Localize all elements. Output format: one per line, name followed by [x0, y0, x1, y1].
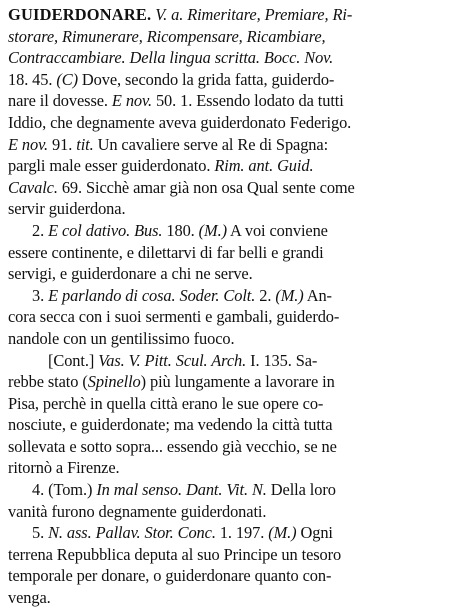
- italic-text: In mal senso. Dant. Vit. N.: [96, 480, 267, 500]
- italic-text: (M.): [268, 523, 297, 543]
- entry-line: [8, 501, 463, 523]
- text-run: pargli male esser guiderdonato.: [8, 156, 215, 176]
- italic-text: storare, Rimunerare, Ricompensare, Ricambiare,: [8, 26, 326, 46]
- text-run: 2.: [255, 285, 276, 305]
- entry-line: [8, 198, 463, 220]
- text-run: Iddio, che degnamente aveva guiderdonato Federigo.: [8, 112, 352, 132]
- italic-text: (C): [56, 69, 78, 89]
- italic-text: Cavalc.: [8, 177, 58, 197]
- entry-line: [8, 414, 463, 436]
- text-run: terrena Repubblica deputa al suo Principe un tesoro: [8, 544, 342, 564]
- italic-text: tit.: [76, 134, 94, 154]
- entry-line: [8, 479, 463, 501]
- entry-line: [8, 285, 463, 307]
- italic-text: Vas. V. Pitt. Scul. Arch.: [98, 350, 247, 370]
- entry-line: [8, 220, 463, 242]
- italic-text: N. ass. Pallav. Stor. Conc.: [48, 523, 216, 543]
- text-run: Della loro: [266, 480, 336, 500]
- italic-text: (M.): [198, 220, 227, 240]
- text-run: essere continente, e dilettarvi di far belli e grandi: [8, 242, 324, 262]
- text-run: 180.: [162, 220, 199, 240]
- text-run: 69. Sicchè amar già non osa Qual sente come: [57, 177, 355, 197]
- text-run: ritornò a Firenze.: [8, 458, 120, 478]
- text-run: vanità furono degnamente guiderdonati.: [8, 501, 267, 521]
- entry-line: [8, 306, 463, 328]
- italic-text: E col dativo. Bus.: [48, 220, 163, 240]
- text-run: 5.: [32, 523, 49, 543]
- text-run: Dove, secondo la grida fatta, guiderdo-: [77, 69, 335, 89]
- italic-text: E parlando di cosa. Soder. Colt.: [48, 285, 256, 305]
- text-run: 2.: [32, 220, 49, 240]
- text-run: sollevata e sotto sopra... essendo già vecchio, se ne: [8, 436, 337, 456]
- text-run: 3.: [32, 285, 49, 305]
- entry-line: [8, 457, 463, 479]
- entry-line: [8, 522, 463, 544]
- text-run: I. 135. Sa-: [246, 350, 318, 370]
- text-run: ) più lungamente a lavorare in: [140, 372, 335, 392]
- italic-text: Spinello: [87, 372, 141, 392]
- text-run: [Cont.]: [48, 350, 99, 370]
- entry-line: [8, 69, 463, 91]
- text-run: Pisa, perchè in quella città erano le sue opere co-: [8, 393, 324, 413]
- italic-text: Rim. ant. Guid.: [214, 156, 314, 176]
- entry-line: [8, 587, 463, 609]
- entry-line: [8, 90, 463, 112]
- text-run: nosciute, e guiderdonate; ma vedendo la città tutta: [8, 415, 333, 435]
- entry-line: [8, 328, 463, 350]
- entry-line: [8, 177, 463, 199]
- italic-text: E nov.: [111, 91, 152, 111]
- entry-line: [8, 436, 463, 458]
- entry-line: [8, 544, 463, 566]
- entry-line: [8, 134, 463, 156]
- italic-text: (M.): [275, 285, 304, 305]
- entry-line: [8, 242, 463, 264]
- text-run: Un cavaliere serve al Re di Spagna:: [93, 134, 329, 154]
- text-run: A voi conviene: [226, 220, 328, 240]
- entry-line: [8, 393, 463, 415]
- entry-line: [8, 263, 463, 285]
- text-run: nare il dovesse.: [8, 91, 112, 111]
- text-run: 1. 197.: [215, 523, 269, 543]
- text-run: venga.: [8, 588, 51, 608]
- entry-line: [8, 26, 463, 48]
- text-run: servir guiderdona.: [8, 199, 126, 219]
- entry-line: [8, 371, 463, 393]
- text-run: Ogni: [296, 523, 333, 543]
- text-run: cora secca con i suoi sermenti e gambali, guiderdo-: [8, 307, 340, 327]
- italic-text: E nov.: [8, 134, 49, 154]
- text-run: nandole con un gentilissimo fuoco.: [8, 328, 235, 348]
- text-run: servigi, e guiderdonare a chi ne serve.: [8, 264, 253, 284]
- italic-text: V. a. Rimeritare, Premiare, Ri-: [151, 5, 353, 24]
- text-run: temporale per donare, o guiderdonare quanto con-: [8, 566, 332, 586]
- entry-line: [8, 155, 463, 177]
- entry-line: [8, 4, 463, 26]
- headword: GUIDERDONARE.: [8, 5, 152, 24]
- text-run: 18. 45.: [8, 69, 57, 89]
- entry-line: [8, 565, 463, 587]
- text-run: 4. (Tom.): [32, 480, 97, 500]
- text-run: 91.: [48, 134, 77, 154]
- text-run: An-: [303, 285, 332, 305]
- entry-line: [8, 112, 463, 134]
- entry-line: [8, 47, 463, 69]
- text-run: rebbe stato (: [8, 372, 88, 392]
- text-run: 50. 1. Essendo lodato da tutti: [151, 91, 344, 111]
- entry-line: [8, 350, 463, 372]
- italic-text: Contraccambiare. Della lingua scritta. Bocc. Nov.: [8, 48, 334, 68]
